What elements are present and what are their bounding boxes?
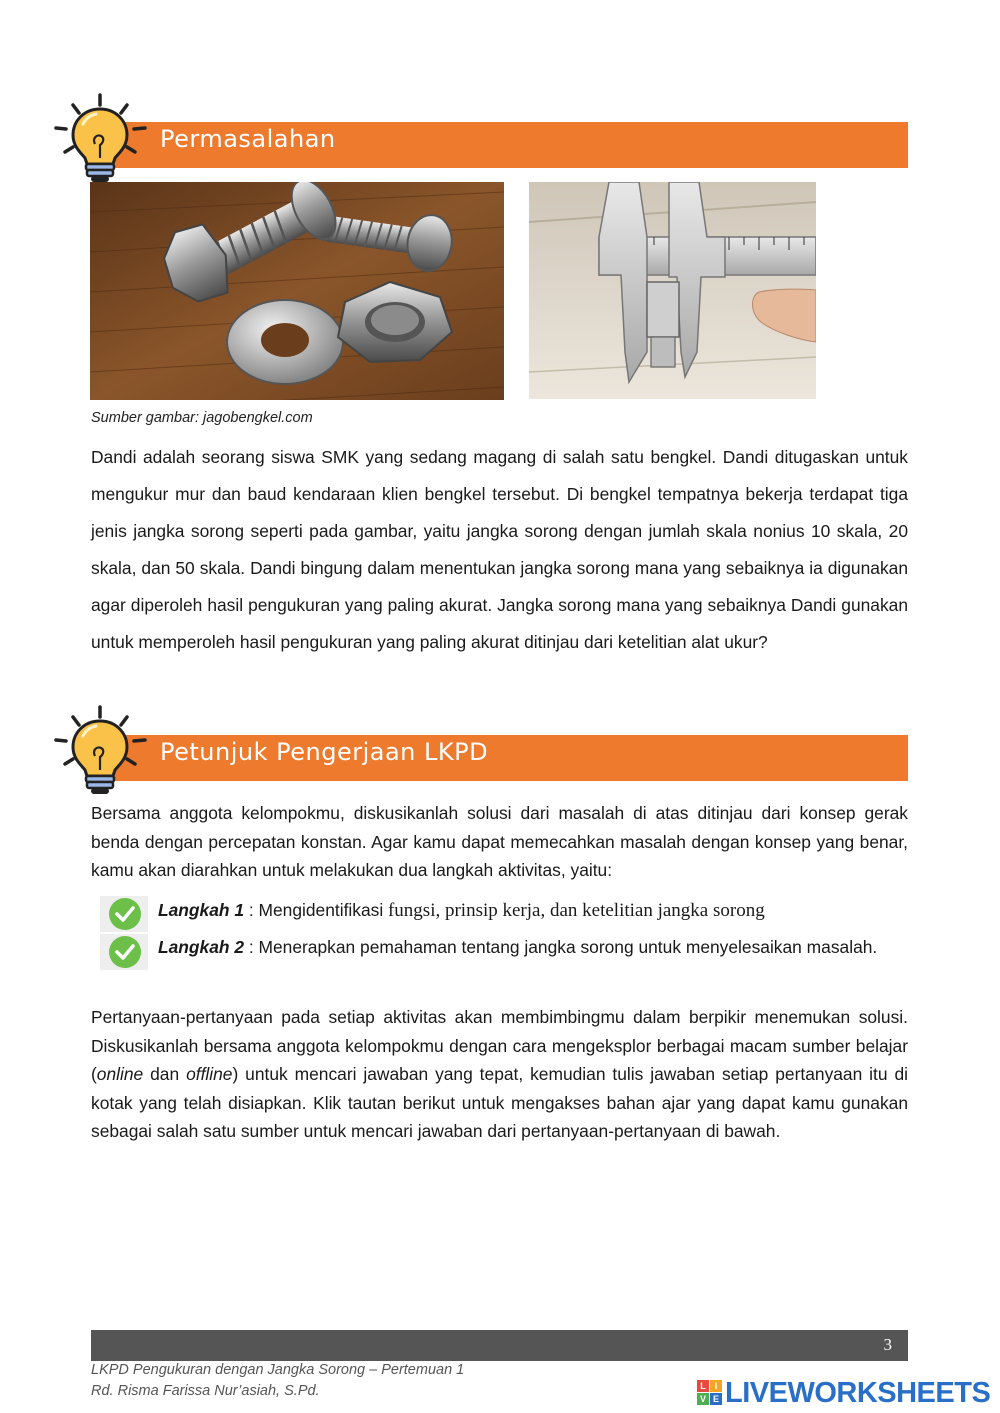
step-separator: : bbox=[244, 900, 259, 920]
liveworksheets-logo bbox=[697, 1377, 990, 1409]
closing-offline: offline bbox=[186, 1064, 233, 1084]
problem-paragraph: Dandi adalah seorang siswa SMK yang sedang magang di salah satu bengkel. Dandi ditugaskan untuk mengukur mur dan baud kendaraan klien bengkel tersebut. Di bengkel tempatnya bekerja terdapat tiga jenis jangka sorong seperti pada gambar, yaitu jangka sorong dengan jumlah skala nonius 10 skala, 20 skala, dan 50 skala. Dandi bingung dalam menentukan jangka sorong mana yang sebaiknya ia digunakan agar diperoleh hasil pengukuran yang paling akurat. Jangka sorong mana yang sebaiknya Dandi gunakan untuk memperoleh hasil pengukuran yang paling akurat ditinjau dari ketelitian alat ukur? bbox=[91, 447, 908, 652]
closing-text: dan bbox=[143, 1064, 187, 1084]
logo-letter: E bbox=[710, 1393, 722, 1405]
footer-bar bbox=[91, 1330, 908, 1361]
vernier-caliper-photo bbox=[529, 182, 816, 399]
closing-text: ) untuk mencari jawaban yang tepat, kemudian tulis jawaban setiap pertanyaan itu di kotak yang telah disiapkan. Klik tautan berikut untuk mengakses bahan ajar yang dapat kamu gunakan sebagai salah satu sumber untuk mencari jawaban dari pertanyaan-pertanyaan di bawah. bbox=[91, 1064, 908, 1141]
logo-letter: L bbox=[697, 1380, 709, 1392]
page-number: 3 bbox=[883, 1335, 892, 1354]
step-2 bbox=[158, 933, 899, 962]
lightbulb-icon bbox=[53, 92, 149, 188]
step-label: Langkah 1 bbox=[158, 900, 245, 920]
image-source-caption: Sumber gambar: jagobengkel.com bbox=[91, 410, 313, 426]
check-icon bbox=[100, 896, 148, 932]
step-label: Langkah 2 bbox=[158, 937, 245, 957]
section-title-permasalahan: Permasalahan bbox=[160, 125, 336, 153]
logo-letter: I bbox=[710, 1380, 722, 1392]
step-text: fungsi, prinsip kerja, dan ketelitian jangka sorong bbox=[383, 900, 765, 921]
footer-author: Rd. Risma Farissa Nur’asiah, S.Pd. bbox=[91, 1383, 320, 1399]
step-1 bbox=[158, 896, 899, 926]
step-separator: : bbox=[244, 937, 259, 957]
liveworksheets-wordmark: LIVEWORKSHEETS bbox=[725, 1376, 991, 1409]
liveworksheets-logo-icon bbox=[697, 1380, 723, 1406]
instructions-intro: Bersama anggota kelompokmu, diskusikanlah solusi dari masalah di atas ditinjau dari konsep gerak benda dengan percepatan konstan. Agar kamu dapat memecahkan masalah dengan konsep yang benar, kamu akan diarahkan untuk melakukan dua langkah aktivitas, yaitu: bbox=[91, 803, 908, 880]
footer-document-title: LKPD Pengukuran dengan Jangka Sorong – Pertemuan 1 bbox=[91, 1362, 465, 1378]
closing-online: online bbox=[96, 1064, 144, 1084]
bolts-and-nuts-photo bbox=[90, 182, 504, 400]
section-title-petunjuk: Petunjuk Pengerjaan LKPD bbox=[160, 738, 489, 766]
lightbulb-icon bbox=[53, 704, 149, 800]
closing-paragraph bbox=[91, 1003, 908, 1146]
step-text: Mengidentifikasi bbox=[258, 900, 384, 920]
check-icon bbox=[100, 934, 148, 970]
closing-text: Pertanyaan-pertanyaan pada setiap aktivitas akan membimbingmu dalam berpikir menemukan solusi. Diskusikanlah bersama anggota kelompokmu dengan cara mengeksplor berbagai macam sumber belajar ( bbox=[91, 1007, 908, 1084]
logo-letter: V bbox=[697, 1393, 709, 1405]
step-text: Menerapkan pemahaman tentang jangka sorong untuk menyelesaikan masalah. bbox=[258, 937, 878, 957]
